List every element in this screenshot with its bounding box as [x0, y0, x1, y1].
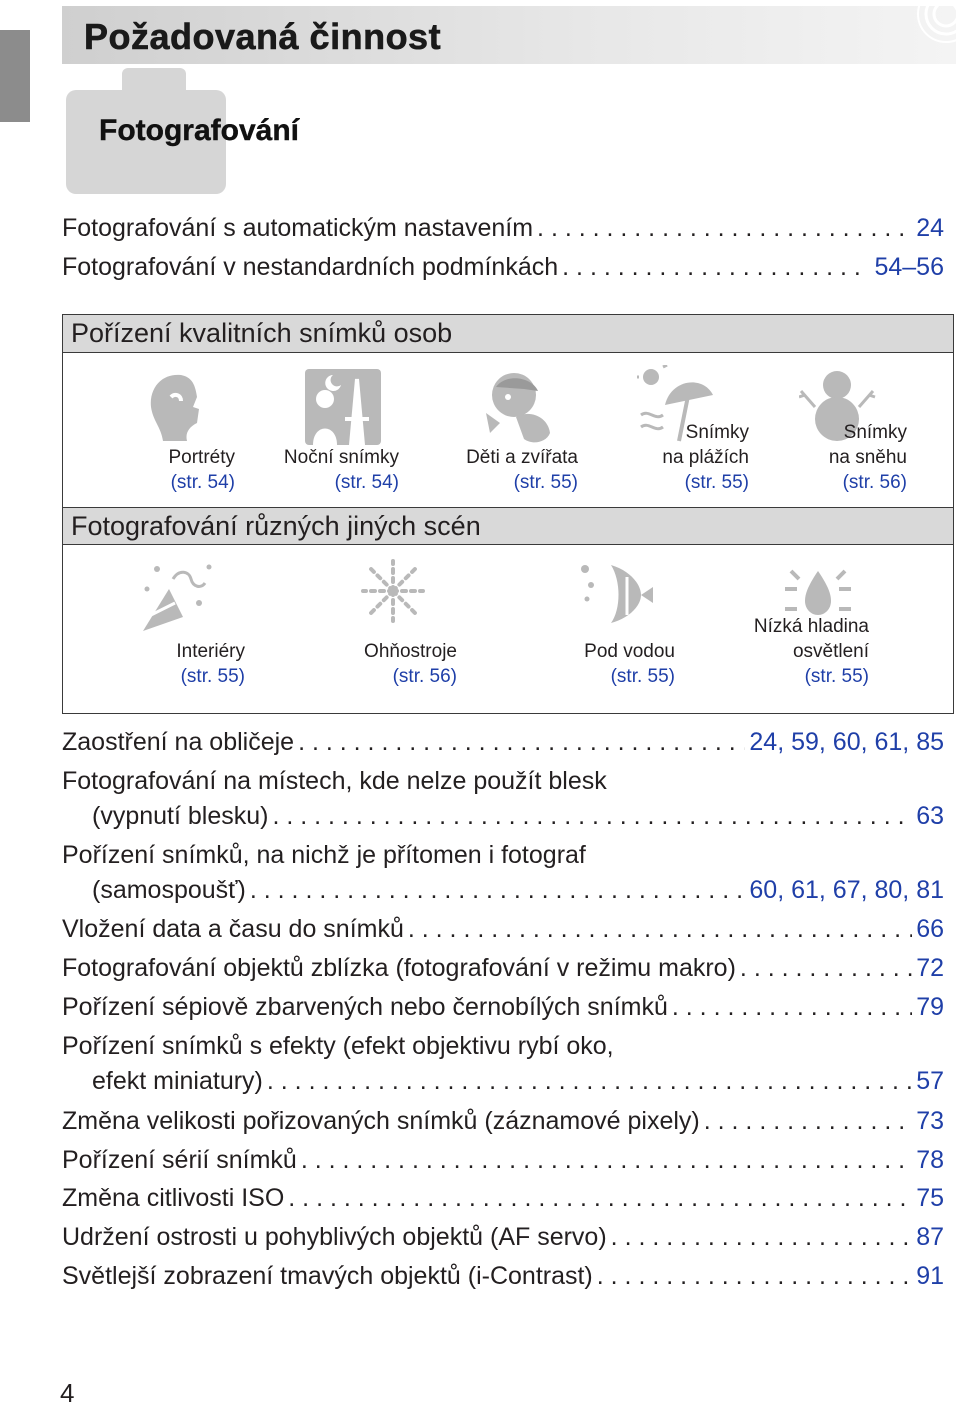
page-ref-link[interactable]: 72	[916, 954, 944, 982]
scene-name: na plážích	[662, 447, 749, 468]
scene-page-ref[interactable]: (str. 54)	[170, 472, 235, 493]
toc-entry[interactable]	[62, 1144, 944, 1176]
toc-entry-first-line: Pořízení snímků s efekty (efekt objektivu rybí oko,	[62, 1032, 614, 1060]
night-scene-icon	[305, 369, 381, 445]
scene-night[interactable]	[263, 365, 399, 495]
leader-dots	[267, 1065, 912, 1097]
group-title: Fotografování různých jiných scén	[71, 511, 481, 541]
page-header	[62, 6, 956, 64]
page-ref-link[interactable]: 24	[916, 214, 944, 242]
toc-entry[interactable]	[92, 874, 944, 906]
leader-dots	[704, 1105, 912, 1137]
scene-name: Děti a zvířata	[466, 447, 578, 468]
toc-entry[interactable]	[62, 1182, 944, 1214]
scene-name: Portréty	[168, 447, 235, 468]
page-ref-link[interactable]: 91	[916, 1262, 944, 1290]
page-ref-link[interactable]: 79	[916, 993, 944, 1021]
toc-entry-text: Pořízení sérií snímků	[62, 1146, 297, 1174]
toc-entry-text: Zaostření na obličeje	[62, 728, 295, 756]
toc-entry-text: Změna velikosti pořizovaných snímků (záznamové pixely)	[62, 1107, 700, 1135]
scene-name: Snímky	[685, 422, 749, 443]
toc-entry-text: (samospoušť)	[92, 876, 246, 904]
toc-entry[interactable]	[62, 251, 944, 283]
toc-entry[interactable]	[62, 991, 944, 1023]
page-ref-link[interactable]: 87	[916, 1223, 944, 1251]
page-ref-link[interactable]: 54–56	[874, 253, 944, 281]
scene-name: Snímky	[843, 422, 907, 443]
scene-modes-box	[62, 314, 954, 714]
toc-entry-first-line: Pořízení snímků, na nichž je přítomen i fotograf	[62, 841, 586, 869]
toc-entry[interactable]	[62, 1105, 944, 1137]
decorative-circles-icon	[866, 6, 956, 64]
page-number: 4	[60, 1378, 75, 1408]
scene-underwater[interactable]	[563, 559, 675, 689]
toc-entry-text: efekt miniatury)	[92, 1067, 263, 1095]
page-ref-link[interactable]: 60, 61, 67, 80, 81	[749, 876, 944, 904]
scene-low-light[interactable]	[743, 559, 869, 689]
scene-page-ref[interactable]: (str. 55)	[180, 666, 245, 687]
leader-dots	[288, 1182, 912, 1214]
toc-entry[interactable]	[62, 1260, 944, 1292]
scene-page-ref[interactable]: (str. 55)	[513, 472, 578, 493]
group-header-people	[63, 315, 953, 353]
toc-entry-text: Vložení data a času do snímků	[62, 915, 404, 943]
toc-entry-text: Udržení ostrosti u pohyblivých objektů (AF servo)	[62, 1223, 607, 1251]
leader-dots	[740, 952, 912, 984]
fireworks-icon	[361, 559, 425, 623]
scene-name: Nízká hladina	[753, 616, 869, 637]
toc-entry[interactable]	[62, 952, 944, 984]
toc-entry-text: Světlejší zobrazení tmavých objektů (i-Contrast)	[62, 1262, 593, 1290]
toc-entry-text: Pořízení sépiově zbarvených nebo černobílých snímků	[62, 993, 668, 1021]
page-ref-link[interactable]: 78	[916, 1146, 944, 1174]
toc-entry-first-line: Fotografování na místech, kde nelze použít blesk	[62, 767, 607, 795]
scene-beach[interactable]	[633, 365, 749, 495]
page-ref-link[interactable]: 24, 59, 60, 61, 85	[749, 728, 944, 756]
scene-page-ref[interactable]: (str. 56)	[392, 666, 457, 687]
group-header-other-scenes	[63, 507, 953, 545]
leader-dots	[298, 726, 745, 758]
page-title: Požadovaná činnost	[84, 16, 442, 57]
leader-dots	[250, 874, 746, 906]
toc-entry[interactable]	[62, 1221, 944, 1253]
side-tab-marker	[0, 30, 30, 122]
toc-entry-text: Fotografování objektů zblízka (fotografování v režimu makro)	[62, 954, 736, 982]
leader-dots	[672, 991, 912, 1023]
group-title: Pořízení kvalitních snímků osob	[71, 318, 453, 348]
leader-dots	[408, 913, 912, 945]
leader-dots	[537, 212, 912, 244]
page-ref-link[interactable]: 75	[916, 1184, 944, 1212]
toc-entry[interactable]	[92, 1065, 944, 1097]
toc-entry-text: Fotografování v nestandardních podmínkách	[62, 253, 559, 281]
toc-entry-text: (vypnutí blesku)	[92, 802, 269, 830]
toc-entry[interactable]	[62, 726, 944, 758]
section-title: Fotografování	[99, 114, 299, 147]
page-ref-link[interactable]: 73	[916, 1107, 944, 1135]
page-ref-link[interactable]: 57	[916, 1067, 944, 1095]
indoor-party-icon	[139, 559, 215, 635]
scene-portrait[interactable]	[153, 365, 235, 495]
scene-page-ref[interactable]: (str. 55)	[610, 666, 675, 687]
scene-name: osvětlení	[792, 641, 869, 662]
scene-name: Pod vodou	[584, 641, 675, 662]
underwater-fish-icon	[575, 559, 655, 629]
toc-entry[interactable]	[92, 800, 944, 832]
scene-snow[interactable]	[803, 365, 907, 495]
scene-page-ref[interactable]: (str. 56)	[842, 472, 907, 493]
scene-name: Noční snímky	[283, 447, 399, 468]
toc-entry-text: Změna citlivosti ISO	[62, 1184, 285, 1212]
scene-page-ref[interactable]: (str. 54)	[334, 472, 399, 493]
scene-name: na sněhu	[828, 447, 907, 468]
scene-indoor[interactable]	[153, 559, 245, 689]
scene-kids-pets[interactable]	[448, 365, 578, 495]
scene-name: Ohňostroje	[364, 641, 457, 662]
leader-dots	[611, 1221, 913, 1253]
leader-dots	[562, 251, 870, 283]
scene-fireworks[interactable]	[343, 559, 457, 689]
scene-name: Interiéry	[176, 641, 245, 662]
page-ref-link[interactable]: 66	[916, 915, 944, 943]
toc-entry[interactable]	[62, 212, 944, 244]
toc-entry[interactable]	[62, 913, 944, 945]
leader-dots	[597, 1260, 912, 1292]
toc-entry-text: Fotografování s automatickým nastavením	[62, 214, 534, 242]
kids-pets-icon	[476, 367, 556, 447]
page-ref-link[interactable]: 63	[916, 802, 944, 830]
leader-dots	[272, 800, 912, 832]
scene-page-ref[interactable]: (str. 55)	[684, 472, 749, 493]
scene-page-ref[interactable]: (str. 55)	[804, 666, 869, 687]
leader-dots	[301, 1144, 912, 1176]
portrait-icon	[141, 367, 213, 447]
